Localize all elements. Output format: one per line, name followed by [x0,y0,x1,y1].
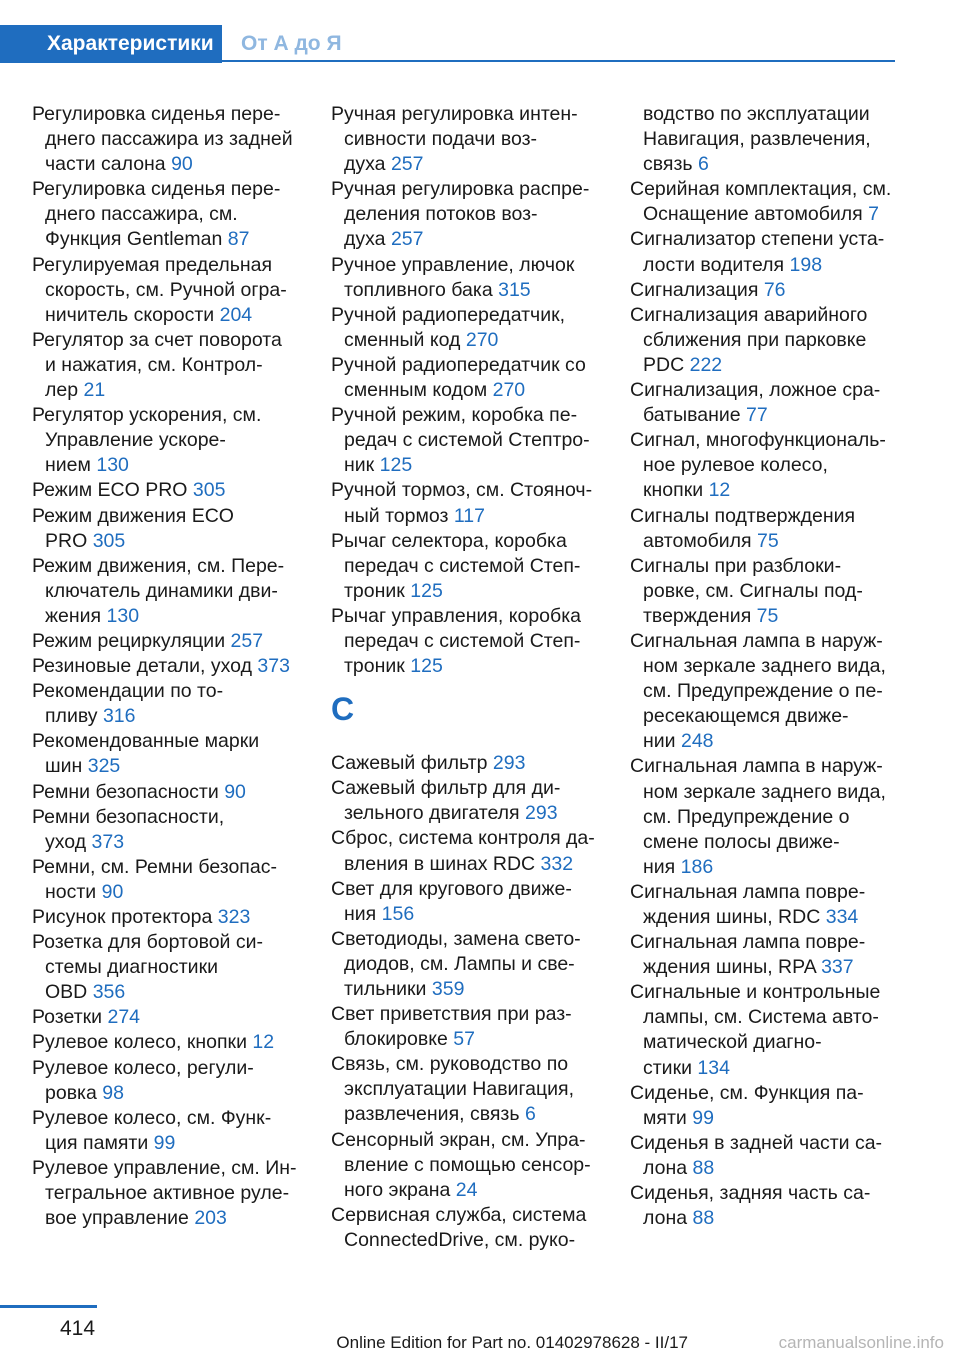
index-entry-text: Ручное управление, лючок [331,253,575,276]
index-entry-text: Сигнальная лампа в наруж- [630,755,883,778]
index-entry-text: Сигнальные и контрольные [630,981,881,1004]
index-entry [331,102,621,177]
page-link[interactable]: 293 [525,802,558,825]
index-entry-text: Сигнальная лампа в наруж- [630,629,883,652]
index-entry [331,1052,621,1127]
index-entry-text: ник [344,454,375,477]
index-entry [32,930,322,1005]
index-entry-text: Сиденья в задней части са- [630,1131,883,1154]
page-link[interactable]: 6 [697,153,709,176]
index-entry-text: см. Предупреждение о пе- [643,680,883,703]
index-entry [331,1002,621,1052]
index-entry-text: Рычаг селектора, коробка [331,529,567,552]
page-link[interactable]: 88 [692,1207,715,1230]
page-link[interactable]: 90 [171,153,193,176]
index-entry-text: водство по эксплуатации [643,103,870,125]
page-link[interactable]: 75 [757,529,779,552]
index-entry [630,504,930,554]
index-entry [32,478,322,503]
index-entry [32,554,322,629]
index-entry-text: батывание [643,404,741,427]
index-entry [331,1203,621,1253]
page-link[interactable]: 24 [455,1178,478,1201]
section-letter: С [331,691,355,728]
index-entry-text: Сигналы подтверждения [630,504,856,527]
index-entry-text: OBD [45,981,88,1004]
page-link[interactable]: 98 [102,1081,124,1104]
index-entry-text: днего пассажира, см. [45,203,238,226]
index-entry-text: Рулевое колесо, регули- [32,1056,254,1079]
index-entry-text: ждения шины, RPA [643,956,816,979]
index-entry [32,1030,322,1055]
index-entry-text: ConnectedDrive, см. руко- [344,1228,576,1251]
index-entry-text: ния [643,855,676,878]
index-entry-text: PRO [45,529,88,552]
index-column-3 [630,102,930,1231]
index-entry-text: уход [45,830,87,853]
index-entry-text: ный тормоз [344,504,449,527]
index-entry-text: Связь, см. руководство по [331,1053,569,1076]
page-link[interactable]: 125 [410,579,443,602]
index-entry-text: ности [45,880,97,903]
index-entry-text: Серийная комплектация, см. [630,178,892,201]
page-link[interactable]: 315 [498,278,531,301]
index-entry-text: кнопки [643,479,704,502]
index-entry [32,905,322,930]
index-entry-text: Рулевое колесо, кнопки [32,1031,247,1054]
index-entry-text: ное рулевое колесо, [643,454,828,477]
index-entry-text: тильники [344,978,427,1000]
index-entry-text: ничитель скорости [45,303,215,326]
edition-note: Online Edition for Part no. 01402978628 - II/17 [336,1333,688,1352]
index-entry-text: ровке, см. Сигналы под- [643,579,863,602]
index-entry [630,754,930,879]
index-entry [331,253,621,303]
page-link[interactable]: 130 [106,604,140,627]
index-entry-text: Свет для кругового движе- [331,877,572,900]
index-entry-text: пливу [45,705,98,728]
index-entry-text: диодов, см. Лампы и све- [344,952,575,975]
index-entry-text: матической диагно- [643,1031,822,1054]
page-link[interactable]: 117 [453,504,485,527]
page-number: 414 [60,1317,96,1340]
page-link[interactable]: 7 [868,203,879,226]
index-entry [32,102,322,177]
page-link[interactable]: 334 [825,906,859,928]
page-link[interactable]: 12 [252,1031,275,1054]
index-entry-text: Сажевый фильтр для ди- [331,777,561,800]
index-entry-text: Управление ускоре- [45,429,226,452]
index-entry-text: Сигнализация аварийного [630,303,868,326]
index-entry [331,1128,621,1203]
index-entry [630,102,930,177]
index-entry [630,980,930,1080]
index-entry-text: Рулевое колесо, см. Функ- [32,1106,272,1129]
tab-a-to-z[interactable]: От А до Я [241,32,342,55]
index-entry-text: вления в шинах RDC [344,852,536,875]
index-entry [331,403,621,478]
index-entry [32,729,322,779]
index-entry-text: автомобиля [643,529,752,552]
index-entry [32,177,322,252]
page-link[interactable]: 21 [83,379,106,402]
index-entry-text: лости водителя [643,253,785,276]
index-entry-text: шин [45,755,83,778]
index-entry [630,880,930,930]
index-entry-text: лампы, см. Система авто- [643,1006,879,1029]
index-entry-text: лона [643,1207,688,1230]
index-entry [32,1156,322,1231]
index-entry [32,253,322,328]
index-entry-text: лер [45,379,79,402]
index-entry-text: Ручная регулировка интен- [331,103,578,125]
index-entry-text: ного экрана [344,1178,451,1201]
index-entry-text: Функция Gentleman [45,228,223,251]
page-link[interactable]: 270 [492,379,526,402]
index-entry-text: Режим движения, см. Пере- [32,554,285,577]
page-link[interactable]: 77 [746,404,768,427]
index-entry-text: ния [344,902,377,925]
index-entry [331,478,621,528]
index-entry-text: ном зеркале заднего вида, [643,780,886,803]
index-entry-text: Сиденья, задняя часть са- [630,1182,871,1205]
index-entry [32,504,322,554]
index-entry-text: Сенсорный экран, см. Упра- [331,1128,586,1151]
page-link[interactable]: 99 [692,1106,714,1129]
index-entry-text: Ручной тормоз, см. Стояноч- [331,479,593,502]
index-entry [630,629,930,754]
page-link[interactable]: 6 [524,1103,536,1126]
index-entry-text: блокировке [344,1028,448,1051]
index-entry-text: Розетка для бортовой си- [32,931,264,954]
page-link[interactable]: 325 [87,755,121,778]
index-entry [32,855,322,905]
page-link[interactable]: 12 [708,479,731,502]
index-entry-text: лона [643,1156,688,1179]
index-entry-text: сивности подачи воз- [344,128,538,151]
index-entry-text: Свет приветствия при раз- [331,1003,572,1026]
index-entry-text: нии [643,730,676,753]
page-link[interactable]: 90 [101,880,124,903]
index-entry-text: жения [45,604,102,627]
index-entry-text: троник [344,655,405,678]
index-entry-text: ровка [45,1081,97,1104]
page-link[interactable]: 125 [379,454,413,477]
index-entry-text: Светодиоды, замена свето- [331,927,581,950]
header-divider [222,60,895,62]
index-entry-text: передач с системой Степ- [344,629,581,652]
page-link[interactable]: 186 [680,855,714,878]
page-link[interactable]: 88 [692,1156,715,1179]
index-entry [630,177,930,227]
index-entry [32,780,322,805]
index-entry [630,1181,930,1231]
index-entry [331,303,621,353]
page-link[interactable]: 293 [492,752,526,775]
index-entry-text: вление с помощью сенсор- [344,1153,591,1176]
index-entry-text: сближения при парковке [643,328,867,351]
index-entry [630,227,930,277]
index-entry-text: ждения шины, RDC [643,906,821,928]
index-entry-text: Сигнал, многофункциональ- [630,429,886,452]
index-entry [32,403,322,478]
index-entry-text: Режим рециркуляции [32,629,226,652]
index-entry-text: деления потоков воз- [344,203,538,226]
index-entry-text: нием [45,454,91,477]
index-entry-text: Ручной режим, коробка пе- [331,404,578,427]
index-entry-text: ключатель динамики дви- [45,579,278,602]
index-entry [630,554,930,629]
index-entry-text: ном зеркале заднего вида, [643,655,886,678]
page-link[interactable]: 332 [540,852,574,875]
index-entry-text: редач с системой Стептро- [344,429,590,452]
footer-divider [0,1305,97,1308]
page-link[interactable]: 125 [410,655,443,678]
index-entry-text: зельного двигателя [344,802,520,825]
index-entry-text: развлечения, связь [344,1103,520,1126]
index-entry [32,805,322,855]
index-entry [32,328,322,403]
page-link[interactable]: 359 [431,978,465,1000]
index-entry-text: Рулевое управление, см. Ин- [32,1156,297,1179]
index-entry [331,826,621,876]
page-link[interactable]: 134 [697,1056,730,1079]
index-entry-text: Оснащение автомобиля [643,203,863,226]
index-entry-text: Сажевый фильтр [331,752,488,775]
index-entry [32,629,322,654]
page-link[interactable]: 305 [92,529,126,552]
index-entry [331,529,621,604]
index-entry-text: тегральное активное руле- [45,1182,290,1205]
index-entry [630,1081,930,1131]
index-column-1 [32,102,322,1231]
index-entry [630,303,930,378]
index-entry [32,1056,322,1106]
index-entry [630,930,930,980]
page-link[interactable]: 99 [153,1131,176,1154]
index-entry-text: скорость, см. Ручной огра- [45,278,287,301]
page-link[interactable]: 248 [680,730,714,753]
page-link[interactable]: 156 [381,902,415,925]
index-entry-text: Регулируемая предельная [32,253,273,276]
index-entry-text: Ручной радиопередатчик со [331,353,586,376]
index-entry-text: стики [643,1056,692,1079]
index-entry-text: Сиденье, см. Функция па- [630,1081,864,1104]
index-entry-text: Режим ECO PRO [32,479,188,502]
index-entry-text: эксплуатации Навигация, [344,1078,575,1101]
index-entry [331,177,621,252]
page-link[interactable]: 373 [257,655,290,678]
index-entry-text: передач с системой Степ- [344,554,581,577]
index-entry-text: сменным кодом [344,379,488,402]
index-entry [331,877,621,927]
page-link[interactable]: 75 [756,604,779,627]
page-link[interactable]: 76 [763,278,786,301]
index-entry-text: Сигнальная лампа повре- [630,880,866,903]
index-entry-text: сменный код [344,328,461,351]
index-entry-text: Рекомендации по то- [32,680,224,703]
page-link[interactable]: 203 [194,1207,227,1230]
index-entry-text: Рычаг управления, коробка [331,604,582,627]
index-entry-text: Навигация, развлечения, [643,128,871,151]
page-link[interactable]: 257 [390,228,424,251]
page-link[interactable]: 222 [689,353,723,376]
index-entry [630,428,930,503]
page-link[interactable]: 257 [230,629,264,652]
index-entry [331,776,621,826]
page-link[interactable]: 274 [107,1006,141,1029]
index-entry-text: части салона [45,153,166,176]
index-entry-text: Ремни безопасности, [32,805,225,828]
index-entry-text: Розетки [32,1006,103,1029]
index-entry-text: и нажатия, см. Контрол- [45,353,263,376]
index-entry [630,378,930,428]
page-link[interactable]: 87 [227,228,250,251]
index-entry-text: Ремни, см. Ремни безопас- [32,855,277,878]
tab-characteristics[interactable]: Характеристики [0,25,222,63]
index-entry-text: Сигнализация [630,278,759,301]
index-entry-text: стемы диагностики [45,956,218,979]
index-entry-text: духа [344,228,386,251]
index-entry-text: троник [344,579,405,602]
index-entry-text: вое управление [45,1207,189,1230]
index-entry-text: Регулятор ускорения, см. [32,404,262,427]
index-entry [630,278,930,303]
index-entry-text: смене полосы движе- [643,830,840,853]
index-entry-text: Сигнализатор степени уста- [630,228,885,251]
index-entry-text: Режим движения ECO [32,504,234,527]
index-entry-text: Регулятор за счет поворота [32,328,282,351]
index-entry-text: Регулировка сиденья пере- [32,178,281,201]
index-entry [32,1106,322,1156]
page-link[interactable]: 323 [217,906,251,928]
index-entry-text: Рекомендованные марки [32,730,260,753]
index-entry-text: Сервисная служба, система [331,1203,587,1226]
index-entry [331,751,621,776]
index-column-2 [331,102,621,1253]
index-entry [32,654,322,679]
page-link[interactable]: 356 [92,981,126,1004]
index-entry [331,353,621,403]
page-link[interactable]: 198 [789,253,823,276]
index-entry-text: PDC [643,353,685,376]
index-entry-text: Сигнальная лампа повре- [630,931,866,954]
page-link[interactable]: 337 [821,956,854,979]
index-entry [331,927,621,1002]
index-entry [32,1005,322,1030]
page-link[interactable]: 270 [465,328,499,351]
page-link[interactable]: 204 [219,303,253,326]
index-entry-text: днего пассажира из задней [45,128,293,151]
index-entry-text: Рисунок протектора [32,906,213,928]
index-entry-text: топливного бака [344,278,493,301]
index-entry-text: Регулировка сиденья пере- [32,103,281,125]
index-entry-text: ция памяти [45,1131,149,1154]
index-entry-text: см. Предупреждение о [643,805,850,828]
index-entry-text: связь [643,153,693,176]
index-entry-text: Сигналы при разблоки- [630,554,842,577]
index-entry-text: Ремни безопасности [32,780,219,803]
index-entry-text: духа [344,153,386,176]
index-entry [630,1131,930,1181]
page-link[interactable]: 57 [453,1028,475,1051]
page-link[interactable]: 257 [390,153,424,176]
index-entry-text: ресекающемся движе- [643,705,849,728]
index-entry [331,604,621,679]
watermark: carmanualsonline.info [778,1333,944,1352]
page-link[interactable]: 130 [96,454,129,477]
index-entry-text: Резиновые детали, уход [32,655,252,678]
index-entry-text: Ручной радиопередатчик, [331,303,566,326]
page-link[interactable]: 90 [224,780,246,803]
index-entry [32,679,322,729]
page-link[interactable]: 316 [102,705,136,728]
page-link[interactable]: 373 [91,830,125,853]
index-entry-text: мяти [643,1106,687,1129]
index-entry-text: Ручная регулировка распре- [331,178,590,201]
page-link[interactable]: 305 [192,479,226,502]
index-entry-text: Сигнализация, ложное сра- [630,379,881,402]
index-entry-text: Сброс, система контроля да- [331,827,595,850]
header-tabs [0,25,895,63]
index-entry-text: тверждения [643,604,752,627]
